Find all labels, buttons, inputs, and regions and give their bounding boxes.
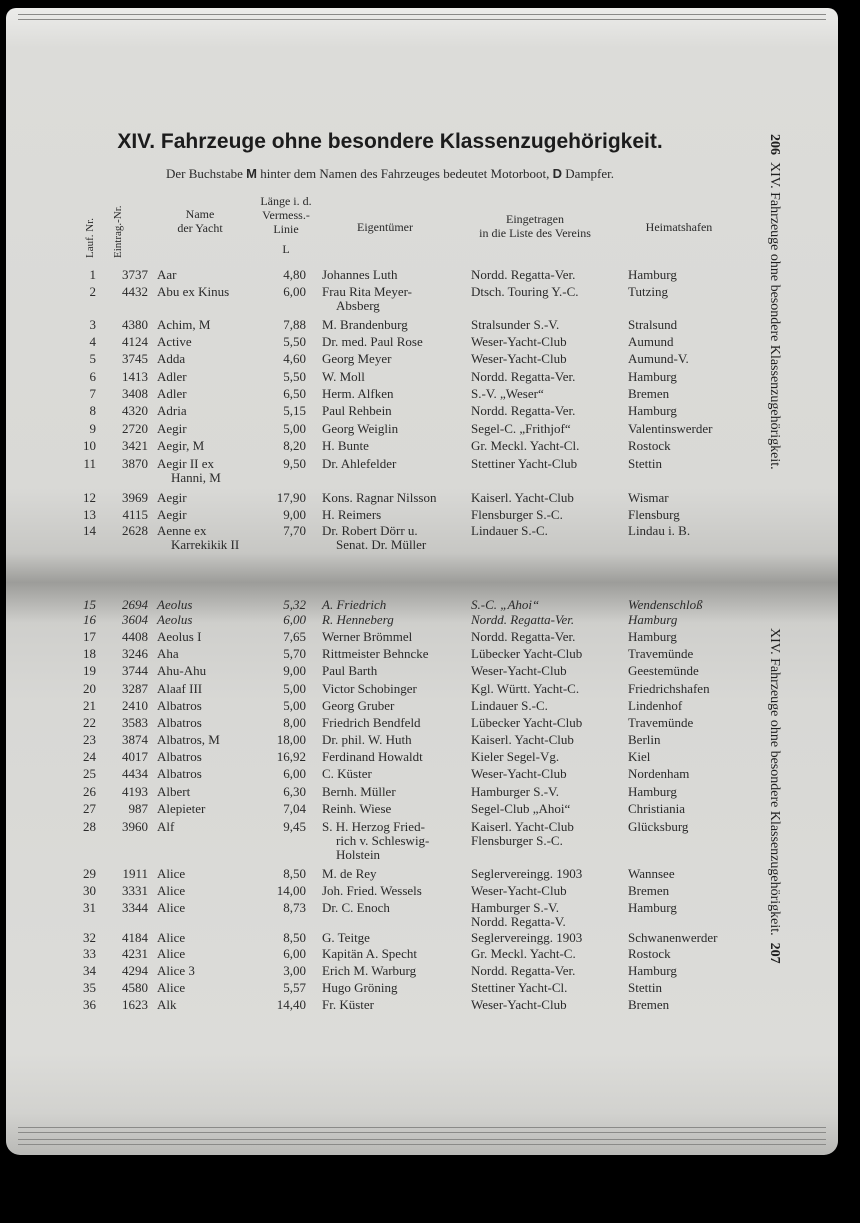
entry-number: 3287 <box>122 681 148 696</box>
owner: Reinh. Wiese <box>322 801 392 816</box>
row-number: 35 <box>83 980 96 995</box>
home-port: Hamburg <box>628 403 677 418</box>
length: 8,00 <box>283 715 306 730</box>
owner: H. Reimers <box>322 507 382 522</box>
yacht-name: Aha <box>157 646 179 661</box>
length: 6,00 <box>283 766 306 781</box>
home-port: Travemünde <box>628 715 694 730</box>
owner: Rittmeister Behncke <box>322 646 429 661</box>
home-port: Hamburg <box>628 612 678 627</box>
header-laenge-2: Vermess.- <box>262 208 310 222</box>
length: 9,50 <box>283 456 306 471</box>
side-text-bottom: XIV. Fahrzeuge ohne besondere Klassenzugehörigkeit. <box>767 628 782 936</box>
yacht-name: Alice <box>157 883 186 898</box>
club: Nordd. Regatta-Ver. <box>471 403 576 418</box>
club: Weser-Yacht-Club <box>471 351 567 366</box>
home-port: Hamburg <box>628 784 677 799</box>
yacht-name: Albatros <box>157 698 202 713</box>
length: 6,00 <box>283 946 306 961</box>
club: Weser-Yacht-Club <box>471 997 567 1012</box>
header-laenge-3: Linie <box>273 222 299 236</box>
club: Nordd. Regatta-Ver. <box>471 963 576 978</box>
home-port: Bremen <box>628 883 670 898</box>
subtitle-m: M <box>246 166 257 181</box>
owner: Ferdinand Howaldt <box>322 749 423 764</box>
yacht-name: Adler <box>157 386 187 401</box>
entry-number: 3969 <box>122 490 148 505</box>
yacht-name: Aegir <box>157 507 187 522</box>
length: 18,00 <box>276 732 306 747</box>
yacht-name: Albert <box>157 784 191 799</box>
home-port: Travemünde <box>628 646 694 661</box>
row-number: 1 <box>89 267 96 282</box>
owner: Paul Rehbein <box>322 403 392 418</box>
yacht-name: Albatros <box>157 749 202 764</box>
row-number: 27 <box>83 801 96 816</box>
entry-number: 3744 <box>122 663 148 678</box>
club: Kaiserl. Yacht-Club <box>471 490 574 505</box>
club: Weser-Yacht-Club <box>471 883 567 898</box>
home-port: Aumund <box>628 334 674 349</box>
side-page-number-top: 206 <box>767 134 782 155</box>
side-page-number-bottom: 207 <box>767 942 782 964</box>
length: 7,88 <box>283 317 306 332</box>
header-eingetragen <box>460 212 610 240</box>
row-number: 17 <box>83 629 96 644</box>
home-port: Wismar <box>628 490 669 505</box>
row-number: 18 <box>83 646 96 661</box>
entry-number: 3960 <box>122 819 148 834</box>
length: 3,00 <box>283 963 306 978</box>
entry-number: 2410 <box>122 698 148 713</box>
home-port: Hamburg <box>628 267 677 282</box>
home-port: Hamburg <box>628 369 677 384</box>
yacht-name: Alice <box>157 980 186 995</box>
header-eingetragen-1: Eingetragen <box>506 212 564 226</box>
entry-number: 4184 <box>122 930 148 945</box>
row-number: 26 <box>83 784 96 799</box>
club: Lindauer S.-C. <box>471 523 548 538</box>
owner: Dr. Robert Dörr u. <box>322 523 418 538</box>
club: Segel-C. „Frithjof“ <box>471 421 571 436</box>
owner: Dr. C. Enoch <box>322 900 390 915</box>
club: Dtsch. Touring Y.-C. <box>471 284 579 299</box>
length: 8,73 <box>283 900 306 915</box>
entry-number: 4432 <box>122 284 148 299</box>
side-running-head-top <box>766 134 782 470</box>
length: 7,04 <box>283 801 306 816</box>
subtitle-d: D <box>552 166 563 181</box>
home-port: Nordenham <box>628 766 690 781</box>
owner: Dr. med. Paul Rose <box>322 334 423 349</box>
entry-number: 1911 <box>122 866 148 881</box>
owner: Fr. Küster <box>322 997 374 1012</box>
entry-number: 3737 <box>122 267 148 282</box>
row-number: 5 <box>89 351 96 366</box>
home-port: Geestemünde <box>628 663 699 678</box>
home-port: Hamburg <box>628 629 677 644</box>
page-subtitle <box>0 166 780 182</box>
home-port: Tutzing <box>628 284 668 299</box>
owner: M. Brandenburg <box>322 317 408 332</box>
row-number: 10 <box>83 438 96 453</box>
home-port: Stralsund <box>628 317 678 332</box>
club: Seglervereingg. 1903 <box>471 866 583 881</box>
owner: Frau Rita Meyer- <box>322 284 412 299</box>
header-eintrag: Eintrag.-Nr. <box>112 205 124 258</box>
entry-number: 4580 <box>122 980 148 995</box>
length: 14,40 <box>276 997 306 1012</box>
length: 14,00 <box>276 883 306 898</box>
owner: R. Henneberg <box>322 612 394 627</box>
row-number: 19 <box>83 663 96 678</box>
entry-number: 4408 <box>122 629 148 644</box>
yacht-name: Aeolus <box>157 597 193 612</box>
club: Hamburger S.-V. <box>471 784 559 799</box>
club: S.-C. „Ahoi“ <box>471 597 540 612</box>
owner: Bernh. Müller <box>322 784 396 799</box>
club: Stettiner Yacht-Cl. <box>471 980 568 995</box>
club: Kieler Segel-Vg. <box>471 749 560 764</box>
row-number: 24 <box>83 749 96 764</box>
club: Nordd. Regatta-Ver. <box>471 369 576 384</box>
owner: C. Küster <box>322 766 372 781</box>
length: 5,00 <box>283 681 306 696</box>
header-laenge-4: L <box>282 242 290 256</box>
owner: S. H. Herzog Fried- <box>322 819 425 834</box>
length: 5,70 <box>283 646 306 661</box>
entry-number: 3246 <box>122 646 148 661</box>
header-laenge <box>248 194 324 256</box>
header-eigentuemer: Eigentümer <box>357 220 413 234</box>
club: Weser-Yacht-Club <box>471 766 567 781</box>
header-laenge-1: Länge i. d. <box>260 194 312 208</box>
home-port: Lindau i. B. <box>628 523 691 538</box>
home-port: Bremen <box>628 386 670 401</box>
club: Weser-Yacht-Club <box>471 334 567 349</box>
entry-number: 2694 <box>122 597 148 612</box>
row-number: 22 <box>83 715 96 730</box>
owner: Friedrich Bendfeld <box>322 715 421 730</box>
yacht-name: Alice 3 <box>157 963 195 978</box>
home-port: Schwanenwerder <box>628 930 718 945</box>
row-number: 25 <box>83 766 96 781</box>
row-number: 21 <box>83 698 96 713</box>
owner: Georg Weiglin <box>322 421 399 436</box>
yacht-name: Active <box>157 334 192 349</box>
entry-number: 3604 <box>122 612 148 627</box>
row-number: 30 <box>83 883 96 898</box>
club: Lindauer S.-C. <box>471 698 548 713</box>
yacht-name: Alice <box>157 900 186 915</box>
yacht-name: Alaaf III <box>157 681 203 696</box>
length: 6,30 <box>283 784 306 799</box>
row-number: 36 <box>83 997 96 1012</box>
club: Lübecker Yacht-Club <box>471 715 583 730</box>
row-number: 4 <box>89 334 96 349</box>
length: 17,90 <box>276 490 306 505</box>
length: 7,70 <box>283 523 306 538</box>
owner-line3: Holstein <box>336 847 381 862</box>
home-port: Aumund-V. <box>628 351 689 366</box>
row-number: 3 <box>89 317 96 332</box>
owner: H. Bunte <box>322 438 369 453</box>
row-number: 32 <box>83 930 96 945</box>
home-port: Bremen <box>628 997 670 1012</box>
yacht-name: Alepieter <box>157 801 206 816</box>
row-number: 6 <box>89 369 96 384</box>
yacht-name: Alice <box>157 866 186 881</box>
home-port: Rostock <box>628 946 671 961</box>
home-port: Stettin <box>628 456 662 471</box>
entry-number: 1623 <box>122 997 148 1012</box>
length: 4,80 <box>283 267 306 282</box>
length: 6,00 <box>283 612 306 627</box>
length: 7,65 <box>283 629 306 644</box>
owner: M. de Rey <box>322 866 377 881</box>
header-heimatshafen: Heimatshafen <box>645 220 713 234</box>
yacht-name: Adria <box>157 403 187 418</box>
owner: Kapitän A. Specht <box>322 946 417 961</box>
entry-number: 2628 <box>122 523 148 538</box>
length: 8,50 <box>283 930 306 945</box>
row-number: 9 <box>89 421 96 436</box>
home-port: Flensburg <box>628 507 680 522</box>
header-name-2: der Yacht <box>177 221 223 235</box>
home-port: Hamburg <box>628 900 677 915</box>
row-number: 28 <box>83 819 96 834</box>
length: 9,00 <box>283 507 306 522</box>
yacht-name: Albatros, M <box>157 732 220 747</box>
club: Lübecker Yacht-Club <box>471 646 583 661</box>
entry-number: 4380 <box>122 317 148 332</box>
owner: Georg Meyer <box>322 351 392 366</box>
club: Kaiserl. Yacht-Club <box>471 819 574 834</box>
owner: A. Friedrich <box>322 597 387 612</box>
club-line2: Nordd. Regatta-V. <box>471 914 566 929</box>
entry-number: 2720 <box>122 421 148 436</box>
header-name-1: Name <box>185 207 215 221</box>
club: Nordd. Regatta-Ver. <box>471 267 576 282</box>
club: Kgl. Württ. Yacht-C. <box>471 681 580 696</box>
owner: Victor Schobinger <box>322 681 417 696</box>
owner: Werner Brömmel <box>322 629 413 644</box>
length: 9,45 <box>283 819 306 834</box>
yacht-name: Aegir <box>157 421 187 436</box>
home-port: Kiel <box>628 749 651 764</box>
subtitle-post: Dampfer. <box>562 166 615 181</box>
yacht-name: Alk <box>157 997 177 1012</box>
length: 6,50 <box>283 386 306 401</box>
row-number: 29 <box>83 866 96 881</box>
yacht-name: Aeolus I <box>157 629 202 644</box>
home-port: Glücksburg <box>628 819 689 834</box>
home-port: Rostock <box>628 438 671 453</box>
club: Nordd. Regatta-Ver. <box>471 629 576 644</box>
entry-number: 3745 <box>122 351 148 366</box>
length: 8,50 <box>283 866 306 881</box>
club-line2: Flensburger S.-C. <box>471 833 563 848</box>
club: Stettiner Yacht-Club <box>471 456 578 471</box>
row-number: 2 <box>89 284 96 299</box>
home-port: Wannsee <box>628 866 675 881</box>
yacht-name: Aeolus <box>157 612 193 627</box>
owner-line2: Absberg <box>336 298 380 313</box>
yacht-name-line2: Hanni, M <box>171 470 221 485</box>
row-number: 8 <box>89 403 96 418</box>
owner: Kons. Ragnar Nilsson <box>322 490 437 505</box>
row-number: 16 <box>83 612 96 627</box>
owner: Herm. Alfken <box>322 386 394 401</box>
yacht-name: Alf <box>157 819 175 834</box>
home-port: Hamburg <box>628 963 677 978</box>
entry-number: 3583 <box>122 715 148 730</box>
page-edge-lines <box>18 1139 826 1145</box>
length: 8,20 <box>283 438 306 453</box>
row-number: 31 <box>83 900 96 915</box>
home-port: Valentinswerder <box>628 421 713 436</box>
yacht-name-line2: Karrekikik II <box>171 537 240 552</box>
home-port: Friedrichshafen <box>628 681 710 696</box>
yacht-name: Albatros <box>157 715 202 730</box>
header-lauf: Lauf. Nr. <box>84 217 96 258</box>
entry-number: 3331 <box>122 883 148 898</box>
yacht-name: Aegir <box>157 490 187 505</box>
entry-number: 3408 <box>122 386 148 401</box>
owner: Joh. Fried. Wessels <box>322 883 422 898</box>
subtitle-mid: hinter dem Namen des Fahrzeuges bedeutet Motorboot, <box>256 166 553 181</box>
row-number: 15 <box>83 597 96 612</box>
owner: Erich M. Warburg <box>322 963 417 978</box>
yacht-name: Adda <box>157 351 186 366</box>
entry-number: 4193 <box>122 784 148 799</box>
page-title: XIV. Fahrzeuge ohne besondere Klassenzugehörigkeit. <box>117 130 663 153</box>
row-number: 11 <box>83 456 96 471</box>
row-number: 14 <box>83 523 96 538</box>
entry-number: 3344 <box>122 900 148 915</box>
length: 5,15 <box>283 403 306 418</box>
home-port: Lindenhof <box>628 698 683 713</box>
club: Flensburger S.-C. <box>471 507 563 522</box>
yacht-name: Achim, M <box>157 317 211 332</box>
entry-number: 3870 <box>122 456 148 471</box>
owner: Georg Gruber <box>322 698 395 713</box>
yacht-name: Albatros <box>157 766 202 781</box>
row-number: 12 <box>83 490 96 505</box>
length: 4,60 <box>283 351 306 366</box>
length: 5,32 <box>283 597 306 612</box>
length: 5,00 <box>283 698 306 713</box>
side-text-top: XIV. Fahrzeuge ohne besondere Klassenzugehörigkeit. <box>767 162 782 470</box>
row-number: 33 <box>83 946 96 961</box>
entry-number: 4124 <box>122 334 148 349</box>
entry-number: 4231 <box>122 946 148 961</box>
header-name <box>160 207 240 235</box>
yacht-name: Alice <box>157 946 186 961</box>
row-number: 23 <box>83 732 96 747</box>
owner-line2: Senat. Dr. Müller <box>336 537 427 552</box>
yacht-name: Aenne ex <box>157 523 207 538</box>
entry-number: 4017 <box>122 749 148 764</box>
club: Gr. Meckl. Yacht-Cl. <box>471 438 580 453</box>
home-port: Stettin <box>628 980 662 995</box>
header-eingetragen-2: in die Liste des Vereins <box>479 226 591 240</box>
home-port: Berlin <box>628 732 661 747</box>
yacht-name: Aegir, M <box>157 438 205 453</box>
club: Weser-Yacht-Club <box>471 663 567 678</box>
entry-number: 3874 <box>122 732 148 747</box>
side-running-head-bottom <box>766 628 782 964</box>
length: 5,50 <box>283 334 306 349</box>
entry-number: 4115 <box>122 507 148 522</box>
club: Hamburger S.-V. <box>471 900 559 915</box>
owner: G. Teitge <box>322 930 370 945</box>
length: 9,00 <box>283 663 306 678</box>
row-number: 34 <box>83 963 96 978</box>
row-number: 20 <box>83 681 96 696</box>
page-edge-lines <box>18 14 826 20</box>
home-port: Wendenschloß <box>628 597 703 612</box>
club: Segel-Club „Ahoi“ <box>471 801 571 816</box>
yacht-name: Aar <box>157 267 177 282</box>
subtitle-pre: Der Buchstabe <box>165 166 247 181</box>
owner: Hugo Gröning <box>322 980 398 995</box>
owner: Paul Barth <box>322 663 378 678</box>
owner: Johannes Luth <box>322 267 398 282</box>
club: Kaiserl. Yacht-Club <box>471 732 574 747</box>
entry-number: 4434 <box>122 766 148 781</box>
owner-line2: rich v. Schleswig- <box>336 833 430 848</box>
entry-number: 4320 <box>122 403 148 418</box>
owner: Dr. phil. W. Huth <box>322 732 412 747</box>
club: Seglervereingg. 1903 <box>471 930 583 945</box>
club: Nordd. Regatta-Ver. <box>471 612 575 627</box>
length: 5,00 <box>283 421 306 436</box>
club: S.-V. „Weser“ <box>471 386 544 401</box>
entry-number: 1413 <box>122 369 148 384</box>
entry-number: 4294 <box>122 963 148 978</box>
club: Stralsunder S.-V. <box>471 317 560 332</box>
owner: W. Moll <box>322 369 365 384</box>
entry-number: 987 <box>128 801 148 816</box>
yacht-name: Ahu-Ahu <box>157 663 207 678</box>
yacht-name: Abu ex Kinus <box>157 284 230 299</box>
length: 16,92 <box>276 749 306 764</box>
length: 5,50 <box>283 369 306 384</box>
yacht-name: Alice <box>157 930 186 945</box>
page-edge-lines <box>18 1127 826 1133</box>
length: 6,00 <box>283 284 306 299</box>
row-number: 13 <box>83 507 96 522</box>
length: 5,57 <box>283 980 306 995</box>
club: Gr. Meckl. Yacht-C. <box>471 946 576 961</box>
home-port: Christiania <box>628 801 686 816</box>
yacht-name: Aegir II ex <box>157 456 215 471</box>
owner: Dr. Ahlefelder <box>322 456 397 471</box>
entry-number: 3421 <box>122 438 148 453</box>
yacht-name: Adler <box>157 369 187 384</box>
row-number: 7 <box>89 386 96 401</box>
